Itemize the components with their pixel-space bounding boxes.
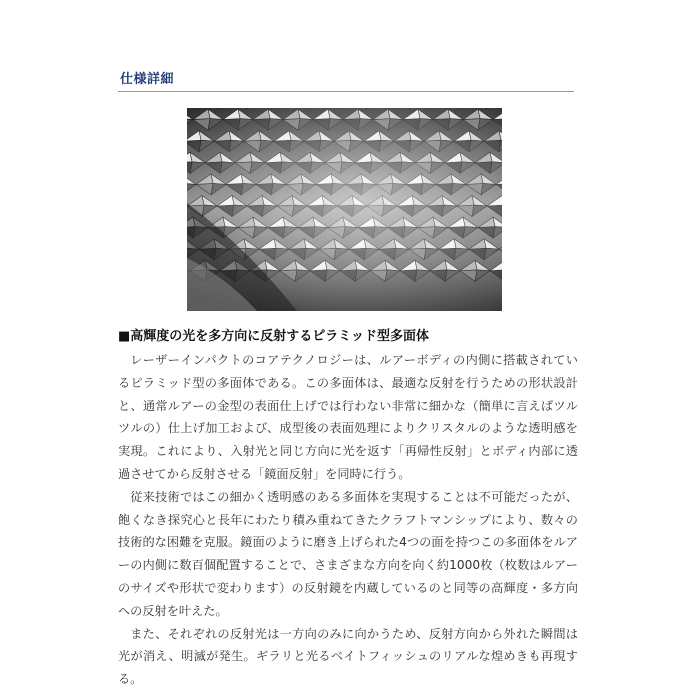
paragraph-2: 従来技術ではこの細かく透明感のある多面体を実現することは不可能だったが、飽くなき探究心と長年にわたり積み重ねてきたクラフトマンシップにより、数々の技術的な困難を克服。鏡面のように磨き上げられた4つの面を持つこの多面体をルアーの内側に数百個配置することで、さまざまな方向を向く約1000枚（枚数はルアーのサイズや形状で変わります）の反射鏡を内蔵しているのと同等の高輝度・多方向への反射を叶えた。 xyxy=(118,489,578,618)
pyramid-polyhedron-image xyxy=(187,108,502,311)
feature-heading: ■高輝度の光を多方向に反射するピラミッド型多面体 xyxy=(118,329,430,344)
product-photo xyxy=(187,108,502,311)
feature-description xyxy=(118,349,578,691)
paragraph-3: また、それぞれの反射光は一方向のみに向かうため、反射方向から外れた瞬間は光が消え、明滅が発生。ギラリと光るベイトフィッシュのリアルな煌めきも再現する。 xyxy=(118,626,578,687)
paragraph-1: レーザーインパクトのコアテクノロジーは、ルアーボディの内側に搭載されているピラミッド型の多面体である。この多面体は、最適な反射を行うための形状設計と、通常ルアーの金型の表面仕上げでは行わない非常に細かな（簡単に言えばツルツルの）仕上げ加工および、成型後の表面処理によりクリスタルのような透明感を実現。これにより、入射光と同じ方向に光を返す「再帰性反射」とボディ内部に透過させてから反射させる「鏡面反射」を同時に行う。 xyxy=(118,353,578,481)
title-divider xyxy=(118,91,574,92)
section-title: 仕様詳細 xyxy=(120,72,175,87)
